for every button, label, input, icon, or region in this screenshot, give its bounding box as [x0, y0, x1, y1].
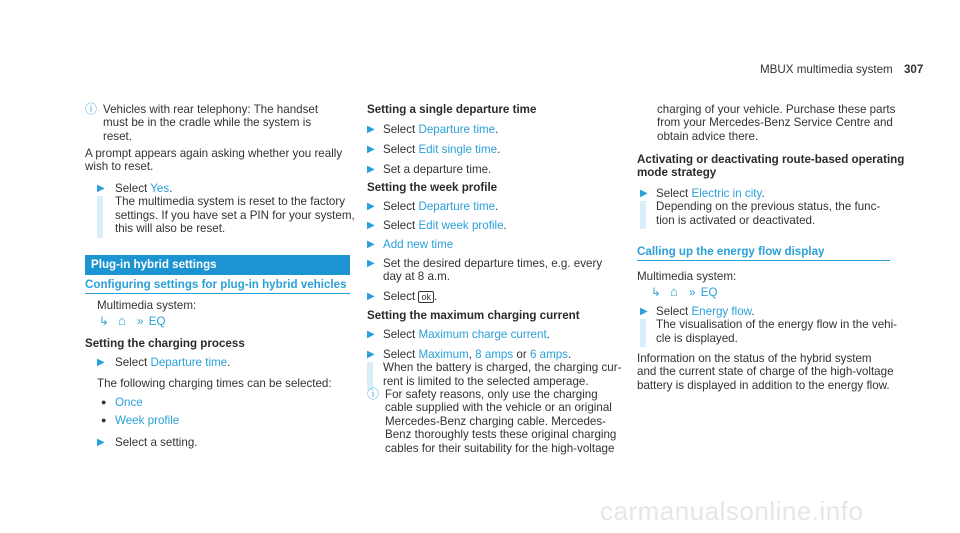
info-icon: ⓘ: [85, 102, 98, 116]
step-arrow-icon: ▶: [367, 258, 375, 269]
info-line: must be in the cradle while the system is: [103, 116, 312, 130]
step-text: .: [227, 356, 231, 369]
step-arrow-icon: ▶: [367, 164, 375, 175]
step-text: Select: [383, 328, 419, 341]
step-line: this will also be reset.: [115, 222, 226, 236]
step-text: Select: [656, 305, 692, 318]
step-arrow-icon: ▶: [367, 220, 375, 231]
step-arrow-icon: ▶: [367, 349, 375, 360]
col3-continued: [657, 103, 895, 143]
step-arrow-icon: ▶: [640, 188, 648, 199]
step-arrow-icon: ▶: [367, 124, 375, 135]
menu-link-add-new-time[interactable]: Add new time: [383, 238, 454, 251]
ok-key-icon[interactable]: ok: [418, 291, 434, 303]
heading-charging-process: Setting the charging process: [85, 337, 245, 350]
path-eq[interactable]: EQ: [700, 286, 718, 299]
info-line: Benz thoroughly tests these original charging: [385, 428, 617, 442]
step-text: .: [433, 290, 438, 303]
para-line: charging of your vehicle. Purchase these parts: [657, 103, 896, 116]
para-line: obtain advice there.: [657, 129, 759, 143]
watermark: carmanualsonline.info: [600, 496, 864, 526]
step-arrow-icon: ▶: [367, 239, 375, 250]
menu-link-departure-time[interactable]: Departure time: [418, 200, 496, 213]
page-number: 307: [903, 63, 924, 76]
heading-single-departure: Setting a single departure time: [367, 103, 537, 116]
step-arrow-icon: ▶: [640, 306, 648, 317]
heading-max-current: Setting the maximum charging current: [367, 309, 580, 322]
menu-link-departure-time[interactable]: Departure time: [150, 356, 228, 369]
multimedia-label: Multimedia system:: [97, 299, 197, 312]
step-text: Select: [383, 200, 419, 213]
col1-para1: [85, 147, 342, 174]
step-text: .: [169, 182, 173, 195]
step-line: settings. If you have set a PIN for your system,: [115, 208, 355, 222]
multimedia-label: Multimedia system:: [637, 270, 737, 283]
step-text: Select: [383, 219, 419, 232]
step-line: The visualisation of the energy flow in the vehi-: [656, 318, 898, 332]
step-arrow-icon: ▶: [97, 437, 105, 448]
para-line: battery is displayed in addition to the energy flow.: [637, 378, 890, 392]
step-text: Select: [383, 123, 419, 136]
step-text: .: [495, 123, 499, 136]
subsection-title: Configuring settings for plug-in hybrid vehicles: [85, 278, 350, 294]
para-line: from your Mercedes-Benz Service Centre and: [657, 116, 893, 130]
step-line: Depending on the previous status, the func-: [656, 200, 881, 214]
para-line: Information on the status of the hybrid system: [637, 352, 872, 365]
home-icon[interactable]: ⌂: [117, 313, 126, 328]
option-6-amps[interactable]: 6 amps: [529, 348, 568, 361]
bullet-dot-icon: ●: [101, 397, 107, 407]
step-text: or: [513, 348, 530, 361]
step-text: Select: [383, 290, 419, 303]
heading-line: Activating or deactivating route-based operating: [637, 153, 905, 166]
subsection-title: Calling up the energy flow display: [637, 245, 890, 261]
nav-path: [651, 285, 718, 299]
option-once[interactable]: Once: [115, 396, 143, 409]
menu-link-electric-in-city[interactable]: Electric in city: [691, 187, 762, 200]
nav-path: [99, 314, 166, 328]
step-arrow-icon: ▶: [367, 291, 375, 302]
chevron-double-icon: »: [689, 286, 696, 299]
step-text: .: [567, 348, 572, 361]
step-text: Select: [115, 356, 151, 369]
option-week-profile[interactable]: Week profile: [115, 414, 180, 427]
step-text: Select: [656, 187, 692, 200]
step-arrow-icon: ▶: [97, 183, 105, 194]
header-title: MBUX multimedia system: [760, 63, 893, 76]
chevron-double-icon: »: [137, 315, 144, 328]
step-text: Set a departure time.: [383, 163, 492, 176]
step-line: Set the desired departure times, e.g. every: [383, 257, 603, 270]
step-text: Select a setting.: [115, 436, 198, 449]
step-text: ,: [468, 348, 476, 361]
path-arrow-icon: ↳: [99, 315, 109, 328]
menu-link-edit-single-time[interactable]: Edit single time: [418, 143, 498, 156]
info-line: reset.: [103, 129, 132, 143]
step-arrow-icon: ▶: [367, 201, 375, 212]
step-text: .: [751, 305, 755, 318]
menu-link-departure-time[interactable]: Departure time: [418, 123, 496, 136]
col3-para: [637, 352, 894, 392]
bullet-dot-icon: ●: [101, 415, 107, 425]
info-line: Vehicles with rear telephony: The handset: [103, 103, 319, 116]
step-line: day at 8 a.m.: [383, 270, 451, 284]
para-line: A prompt appears again asking whether you really: [85, 147, 343, 160]
menu-link-yes[interactable]: Yes: [150, 182, 170, 195]
option-8-amps[interactable]: 8 amps: [475, 348, 514, 361]
info-line: cables for their suitability for the high-voltage: [385, 441, 615, 455]
step-bar: [640, 201, 646, 229]
home-icon[interactable]: ⌂: [669, 284, 678, 299]
menu-link-max-charge-current[interactable]: Maximum charge current: [418, 328, 547, 341]
info-icon: ⓘ: [367, 387, 380, 401]
step-text: .: [761, 187, 765, 200]
step-arrow-icon: ▶: [367, 144, 375, 155]
path-arrow-icon: ↳: [651, 286, 661, 299]
step-text: Select: [115, 182, 151, 195]
heading-week-profile: Setting the week profile: [367, 181, 498, 194]
step-text: Select: [383, 348, 419, 361]
step-arrow-icon: ▶: [97, 357, 105, 368]
step-line: cle is displayed.: [656, 331, 738, 345]
option-maximum[interactable]: Maximum: [418, 348, 469, 361]
step-text: .: [546, 328, 550, 341]
step-bar: [640, 319, 646, 347]
info-line: For safety reasons, only use the charging: [385, 388, 598, 401]
heading-line: mode strategy: [637, 166, 717, 180]
page-header: [760, 63, 923, 76]
info-line: cable supplied with the vehicle or an original: [385, 401, 612, 415]
step-line: tion is activated or deactivated.: [656, 213, 816, 227]
step-text: Select: [383, 143, 419, 156]
col1-para2: The following charging times can be selected:: [97, 377, 332, 390]
heading-route-based: [637, 153, 904, 180]
info-line: Mercedes-Benz charging cable. Mercedes-: [385, 414, 607, 428]
section-band: Plug-in hybrid settings: [85, 255, 350, 275]
step-arrow-icon: ▶: [367, 329, 375, 340]
step-text: .: [503, 219, 507, 232]
para-line: and the current state of charge of the high-voltage: [637, 365, 894, 379]
menu-link-energy-flow[interactable]: Energy flow: [691, 305, 752, 318]
step-text: .: [495, 200, 499, 213]
path-eq[interactable]: EQ: [148, 315, 166, 328]
step-bar: [97, 196, 103, 238]
step-bar: [367, 362, 373, 390]
step-line: The multimedia system is reset to the factory: [115, 195, 346, 209]
step-line: rent is limited to the selected amperage.: [383, 374, 589, 388]
step-text: .: [497, 143, 501, 156]
menu-link-edit-week-profile[interactable]: Edit week profile: [418, 219, 504, 232]
para-line: wish to reset.: [85, 160, 154, 174]
step-line: When the battery is charged, the charging cur-: [383, 361, 622, 375]
